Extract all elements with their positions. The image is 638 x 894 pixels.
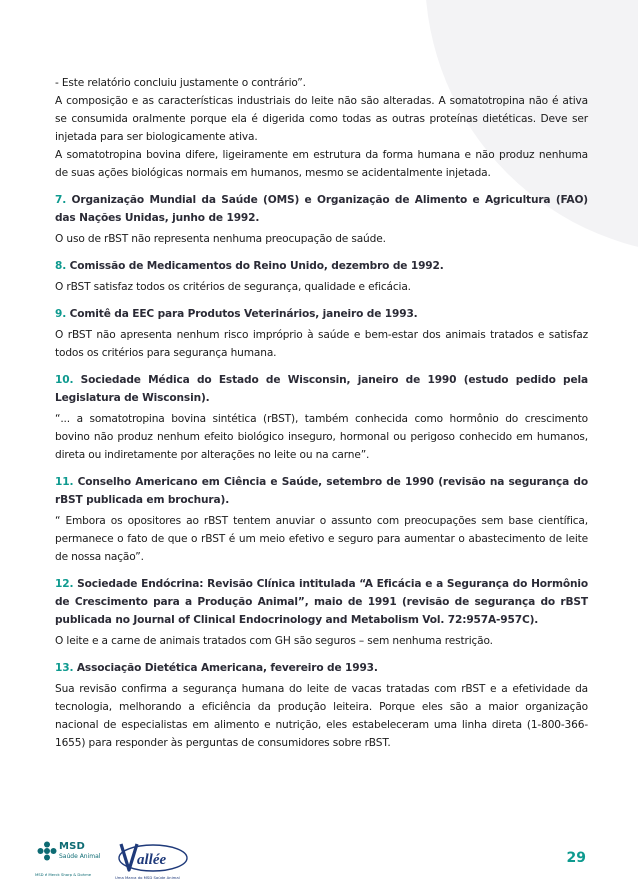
- section-title: Sociedade Endócrina: Revisão Clínica intitulada “A Eficácia e a Segurança do Hormônio de Crescimento para a Produção Animal”, maio de 1991 (revisão de segurança do rBST publicada no Journal of Clinical Endocrinology and Metabolism Vol. 72:957A-957C).: [55, 578, 589, 626]
- msd-cross-icon: [37, 841, 57, 861]
- vallee-wordmark: [115, 840, 195, 874]
- section-number: 12.: [55, 578, 74, 590]
- page-content: [55, 74, 588, 752]
- vallee-tagline: Uma Marca do MSD Saúde Animal: [115, 875, 180, 880]
- page-number: 29: [566, 850, 586, 866]
- section-title: Comitê da EEC para Produtos Veterinários, janeiro de 1993.: [69, 308, 418, 320]
- section-number: 13.: [55, 662, 74, 674]
- section-body: O uso de rBST não representa nenhuma preocupação de saúde.: [55, 233, 386, 245]
- section-9: [55, 305, 588, 362]
- section-body: Sua revisão confirma a segurança humana do leite de vacas tratadas com rBST e a efetividade da tecnologia, melhorando a eficiência da produção leiteira. Porque eles são a maior organização nacional de especialistas em alimento e nutrição, eles estabeleceram uma linha direta (1-800-366-1655) para responder às perguntas de consumidores sobre rBST.: [55, 683, 588, 749]
- section-body: O leite e a carne de animais tratados com GH são seguros – sem nenhuma restrição.: [55, 635, 493, 647]
- intro-paragraph: A somatotropina bovina difere, ligeiramente em estrutura da forma humana e não produz nenhuma de suas ações biológicas normais em humanos, mesmo se acidentalmente injetada.: [55, 149, 588, 179]
- intro-paragraph: - Este relatório concluiu justamente o contrário”.: [55, 77, 306, 89]
- section-heading: [55, 659, 588, 677]
- section-body: O rBST satisfaz todos os critérios de segurança, qualidade e eficácia.: [55, 281, 411, 293]
- section-number: 10.: [55, 374, 74, 386]
- msd-logo: [37, 839, 107, 879]
- section-heading: [55, 575, 588, 629]
- section-title: Associação Dietética Americana, fevereiro de 1993.: [76, 662, 378, 674]
- section-number: 8.: [55, 260, 67, 272]
- section-body: “... a somatotropina bovina sintética (rBST), também conhecida como hormônio do crescimento bovino não produz nenhum efeito biológico inseguro, hormonal ou perigoso conhecido em humanos, direta ou indiretamente por alterações no leite ou na carne”.: [55, 413, 588, 461]
- section-heading: [55, 473, 588, 509]
- section-number: 7.: [55, 194, 67, 206]
- svg-text:allée: allée: [137, 852, 167, 868]
- intro-paragraph: A composição e as características industriais do leite não são alteradas. A somatotropina não é ativa se consumida oralmente porque ela é digerida como todas as outras proteínas dietéticas. Deve ser injetada para ser biologicamente ativa.: [55, 95, 588, 143]
- section-title: Conselho Americano em Ciência e Saúde, setembro de 1990 (revisão na segurança do rBST publicada em brochura).: [55, 476, 588, 506]
- section-13: [55, 659, 588, 752]
- section-heading: [55, 191, 588, 227]
- section-12: [55, 575, 588, 650]
- section-title: Comissão de Medicamentos do Reino Unido, dezembro de 1992.: [69, 260, 444, 272]
- section-11: [55, 473, 588, 566]
- section-heading: [55, 305, 588, 323]
- section-body: “ Embora os opositores ao rBST tentem anuviar o assunto com preocupações sem base científica, permanece o fato de que o rBST é um meio efetivo e seguro para aumentar o abastecimento de leite de nossa nação”.: [55, 515, 588, 563]
- section-7: [55, 191, 588, 248]
- msd-tagline: MSD é Merck Sharp & Dohme: [35, 872, 92, 877]
- msd-name: MSD: [59, 841, 86, 852]
- vallee-logo: [115, 840, 195, 882]
- msd-subtitle: Saúde Animal: [59, 853, 101, 860]
- section-heading: [55, 257, 588, 275]
- section-10: [55, 371, 588, 464]
- section-title: Organização Mundial da Saúde (OMS) e Organização de Alimento e Agricultura (FAO) das Nações Unidas, junho de 1992.: [55, 194, 588, 224]
- section-8: [55, 257, 588, 296]
- section-number: 11.: [55, 476, 74, 488]
- section-heading: [55, 371, 588, 407]
- intro-block: [55, 74, 588, 182]
- section-title: Sociedade Médica do Estado de Wisconsin, janeiro de 1990 (estudo pedido pela Legislatura de Wisconsin).: [55, 374, 588, 404]
- section-body: O rBST não apresenta nenhum risco impróprio à saúde e bem-estar dos animais tratados e satisfaz todos os critérios para segurança humana.: [55, 329, 588, 359]
- section-number: 9.: [55, 308, 67, 320]
